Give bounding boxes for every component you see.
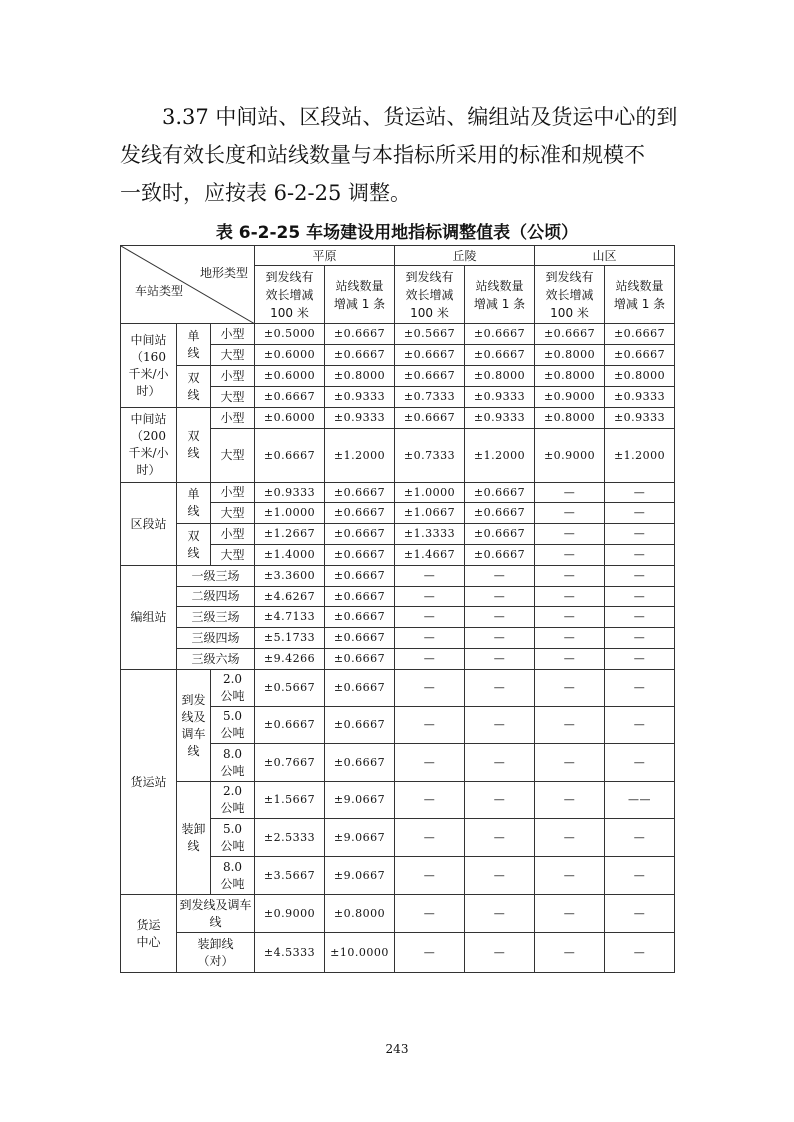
- col-header-length: 到发线有效长增减100 米: [395, 266, 465, 324]
- table-cell: ±0.6667: [465, 524, 535, 545]
- table-cell: ±0.6667: [255, 707, 325, 744]
- group-label: 中间站（160 千米/小时）: [121, 324, 177, 408]
- table-cell: ±0.5000: [255, 324, 325, 345]
- table-cell: ——: [605, 782, 675, 819]
- line-type-label: 双线: [177, 408, 211, 483]
- table-cell: —: [605, 744, 675, 782]
- table-row: [121, 933, 675, 973]
- group-label: 货运站: [121, 670, 177, 895]
- table-cell: —: [395, 707, 465, 744]
- table-cell: ±9.0667: [325, 857, 395, 895]
- table-cell: ±0.9000: [535, 429, 605, 483]
- table-cell: ±0.6667: [255, 429, 325, 483]
- table-cell: —: [535, 587, 605, 607]
- table-cell: ±0.9333: [605, 408, 675, 429]
- table-cell: ±3.3600: [255, 566, 325, 587]
- table-cell: ±0.6667: [325, 707, 395, 744]
- col-header-count: 站线数量增减 1 条: [325, 266, 395, 324]
- table-cell: ±1.0000: [395, 483, 465, 503]
- table-cell: —: [465, 607, 535, 628]
- marshal-type-label: 三级三场: [177, 607, 255, 628]
- table-cell: ±0.6000: [255, 366, 325, 387]
- table-cell: —: [535, 707, 605, 744]
- table-cell: ±0.6667: [465, 345, 535, 366]
- table-row: [121, 628, 675, 649]
- table-cell: —: [605, 483, 675, 503]
- table-cell: ±0.8000: [535, 345, 605, 366]
- size-label: 大型: [211, 429, 255, 483]
- table-cell: ±0.6667: [325, 744, 395, 782]
- table-cell: ±4.6267: [255, 587, 325, 607]
- table-cell: ±0.7333: [395, 429, 465, 483]
- terrain-type-label: 地形类型: [200, 266, 249, 280]
- table-cell: ±0.6667: [255, 387, 325, 408]
- table-cell: ±0.8000: [535, 408, 605, 429]
- group-label: 区段站: [121, 483, 177, 566]
- table-cell: ±4.5333: [255, 933, 325, 973]
- table-row: [121, 670, 675, 707]
- table-cell: —: [465, 933, 535, 973]
- table-cell: ±0.6667: [465, 483, 535, 503]
- table-cell: —: [535, 483, 605, 503]
- table-cell: ±0.6667: [605, 345, 675, 366]
- table-cell: —: [395, 782, 465, 819]
- table-cell: —: [395, 744, 465, 782]
- table-cell: ±0.6000: [255, 345, 325, 366]
- table-cell: —: [535, 857, 605, 895]
- table-cell: ±0.9333: [255, 483, 325, 503]
- table-cell: —: [535, 628, 605, 649]
- table-cell: ±3.5667: [255, 857, 325, 895]
- table-cell: ±0.6000: [255, 408, 325, 429]
- table-cell: —: [465, 566, 535, 587]
- table-title: 表 6-2-25 车场建设用地指标调整值表（公顷）: [215, 223, 579, 243]
- table-cell: ±0.7333: [395, 387, 465, 408]
- table-cell: —: [395, 628, 465, 649]
- table-cell: ±0.6667: [325, 587, 395, 607]
- col-header-length: 到发线有效长增减100 米: [255, 266, 325, 324]
- table-cell: ±1.2667: [255, 524, 325, 545]
- size-label: 小型: [211, 524, 255, 545]
- diagonal-header-cell: [121, 246, 255, 324]
- body-paragraph: [120, 98, 680, 212]
- table-cell: ±1.4000: [255, 545, 325, 566]
- size-label: 小型: [211, 483, 255, 503]
- table-cell: —: [465, 857, 535, 895]
- table-cell: ±0.6667: [325, 607, 395, 628]
- table-cell: —: [465, 587, 535, 607]
- table-cell: —: [535, 607, 605, 628]
- table-cell: —: [605, 587, 675, 607]
- table-cell: —: [605, 895, 675, 933]
- table-cell: —: [395, 587, 465, 607]
- table-cell: —: [535, 524, 605, 545]
- table-cell: —: [535, 545, 605, 566]
- table-cell: —: [535, 819, 605, 857]
- table-cell: —: [465, 895, 535, 933]
- table-cell: —: [465, 670, 535, 707]
- table-row: [121, 408, 675, 429]
- table-cell: —: [535, 744, 605, 782]
- table-cell: —: [395, 649, 465, 670]
- table-cell: ±0.6667: [325, 545, 395, 566]
- table-cell: —: [395, 933, 465, 973]
- table-cell: ±0.6667: [325, 649, 395, 670]
- table-cell: ±0.8000: [465, 366, 535, 387]
- table-cell: ±0.7667: [255, 744, 325, 782]
- paragraph-line: 3.37 中间站、区段站、货运站、编组站及货运中心的到: [162, 105, 678, 129]
- table-cell: —: [465, 649, 535, 670]
- table-cell: ±0.5667: [395, 324, 465, 345]
- group-label: 货运中心: [121, 895, 177, 973]
- size-label: 大型: [211, 503, 255, 524]
- table-cell: ±0.6667: [325, 503, 395, 524]
- table-cell: ±1.0667: [395, 503, 465, 524]
- table-cell: ±9.0667: [325, 782, 395, 819]
- table-cell: —: [605, 566, 675, 587]
- size-label: 小型: [211, 324, 255, 345]
- tonnage-label: 5.0 公吨: [211, 707, 255, 744]
- track-type-label: 装卸线: [177, 782, 211, 895]
- tonnage-label: 8.0 公吨: [211, 857, 255, 895]
- size-label: 小型: [211, 408, 255, 429]
- table-cell: ±9.4266: [255, 649, 325, 670]
- table-cell: ±0.6667: [605, 324, 675, 345]
- table-cell: —: [465, 707, 535, 744]
- table-cell: —: [395, 566, 465, 587]
- col-header-length: 到发线有效长增减100 米: [535, 266, 605, 324]
- table-row: [121, 895, 675, 933]
- table-cell: ±1.5667: [255, 782, 325, 819]
- table-cell: ±0.6667: [465, 545, 535, 566]
- table-cell: ±0.8000: [605, 366, 675, 387]
- line-type-label: 单线: [177, 483, 211, 524]
- table-row: [121, 366, 675, 387]
- table-cell: ±4.7133: [255, 607, 325, 628]
- table-cell: ±0.8000: [325, 895, 395, 933]
- table-row: [121, 649, 675, 670]
- paragraph-line: 发线有效长度和站线数量与本指标所采用的标准和规模不: [120, 143, 645, 167]
- table-cell: ±0.6667: [535, 324, 605, 345]
- table-cell: —: [605, 524, 675, 545]
- tonnage-label: 2.0 公吨: [211, 782, 255, 819]
- table-cell: —: [605, 857, 675, 895]
- table-row: [121, 483, 675, 503]
- table-row: [121, 324, 675, 345]
- terrain-header-plain: 平原: [255, 246, 395, 266]
- table-cell: —: [605, 607, 675, 628]
- terrain-header-mountain: 山区: [535, 246, 675, 266]
- table-row: [121, 566, 675, 587]
- table-cell: ±0.6667: [325, 324, 395, 345]
- table-cell: ±0.9333: [605, 387, 675, 408]
- station-type-label: 车站类型: [135, 284, 184, 298]
- table-cell: —: [535, 649, 605, 670]
- table-cell: —: [465, 819, 535, 857]
- table-row: [121, 524, 675, 545]
- center-row-label: 到发线及调车线: [177, 895, 255, 933]
- tonnage-label: 8.0 公吨: [211, 744, 255, 782]
- table-cell: ±0.9000: [535, 387, 605, 408]
- table-cell: —: [465, 628, 535, 649]
- tonnage-label: 2.0 公吨: [211, 670, 255, 707]
- line-type-label: 双线: [177, 366, 211, 408]
- table-cell: —: [605, 707, 675, 744]
- table-row: [121, 782, 675, 819]
- table-cell: ±0.9333: [325, 387, 395, 408]
- table-cell: —: [605, 503, 675, 524]
- table-cell: ±0.9333: [465, 387, 535, 408]
- page-number: 243: [385, 1042, 409, 1056]
- table-cell: —: [395, 607, 465, 628]
- paragraph-line: 一致时，应按表 6-2-25 调整。: [120, 181, 411, 205]
- table-cell: —: [535, 895, 605, 933]
- table-cell: ±0.5667: [255, 670, 325, 707]
- track-type-label: 到发线及调车线: [177, 670, 211, 782]
- table-row: [121, 587, 675, 607]
- size-label: 大型: [211, 345, 255, 366]
- table-cell: ±0.6667: [395, 408, 465, 429]
- marshal-type-label: 三级六场: [177, 649, 255, 670]
- table-cell: ±0.9333: [325, 408, 395, 429]
- line-type-label: 双线: [177, 524, 211, 566]
- table-cell: ±1.2000: [325, 429, 395, 483]
- group-label: 中间站（200 千米/小时）: [121, 408, 177, 483]
- line-type-label: 单线: [177, 324, 211, 366]
- table-cell: —: [395, 895, 465, 933]
- table-cell: ±0.9000: [255, 895, 325, 933]
- tonnage-label: 5.0 公吨: [211, 819, 255, 857]
- table-cell: ±0.6667: [325, 483, 395, 503]
- table-cell: ±1.3333: [395, 524, 465, 545]
- size-label: 大型: [211, 387, 255, 408]
- table-cell: ±1.2000: [465, 429, 535, 483]
- table-cell: ±0.8000: [325, 366, 395, 387]
- marshal-type-label: 三级四场: [177, 628, 255, 649]
- table-cell: —: [465, 782, 535, 819]
- table-cell: ±1.2000: [605, 429, 675, 483]
- col-header-count: 站线数量增减 1 条: [465, 266, 535, 324]
- table-cell: ±0.6667: [325, 566, 395, 587]
- table-cell: ±0.8000: [535, 366, 605, 387]
- table-cell: —: [535, 566, 605, 587]
- group-label: 编组站: [121, 566, 177, 670]
- table-cell: ±9.0667: [325, 819, 395, 857]
- table-cell: —: [395, 857, 465, 895]
- table-cell: ±0.6667: [325, 628, 395, 649]
- table-cell: —: [605, 545, 675, 566]
- table-cell: ±0.6667: [395, 366, 465, 387]
- table-cell: —: [605, 670, 675, 707]
- table-cell: ±5.1733: [255, 628, 325, 649]
- table-cell: ±0.9333: [465, 408, 535, 429]
- table-cell: ±0.6667: [465, 503, 535, 524]
- terrain-header-hill: 丘陵: [395, 246, 535, 266]
- size-label: 大型: [211, 545, 255, 566]
- center-row-label: 装卸线（对）: [177, 933, 255, 973]
- table-cell: —: [535, 782, 605, 819]
- table-cell: —: [395, 819, 465, 857]
- table-cell: —: [605, 819, 675, 857]
- table-cell: —: [605, 933, 675, 973]
- table-row: [121, 607, 675, 628]
- adjustment-table: [120, 245, 675, 973]
- table-cell: ±10.0000: [325, 933, 395, 973]
- marshal-type-label: 二级四场: [177, 587, 255, 607]
- table-cell: —: [605, 649, 675, 670]
- table-cell: ±1.0000: [255, 503, 325, 524]
- size-label: 小型: [211, 366, 255, 387]
- marshal-type-label: 一级三场: [177, 566, 255, 587]
- table-cell: —: [535, 933, 605, 973]
- table-cell: ±0.6667: [325, 670, 395, 707]
- table-cell: —: [535, 670, 605, 707]
- table-cell: ±0.6667: [325, 345, 395, 366]
- col-header-count: 站线数量增减 1 条: [605, 266, 675, 324]
- table-cell: ±1.4667: [395, 545, 465, 566]
- table-cell: ±0.6667: [325, 524, 395, 545]
- table-cell: —: [465, 744, 535, 782]
- table-cell: —: [605, 628, 675, 649]
- table-cell: ±0.6667: [395, 345, 465, 366]
- table-cell: —: [535, 503, 605, 524]
- table-cell: ±0.6667: [465, 324, 535, 345]
- table-cell: —: [395, 670, 465, 707]
- table-cell: ±2.5333: [255, 819, 325, 857]
